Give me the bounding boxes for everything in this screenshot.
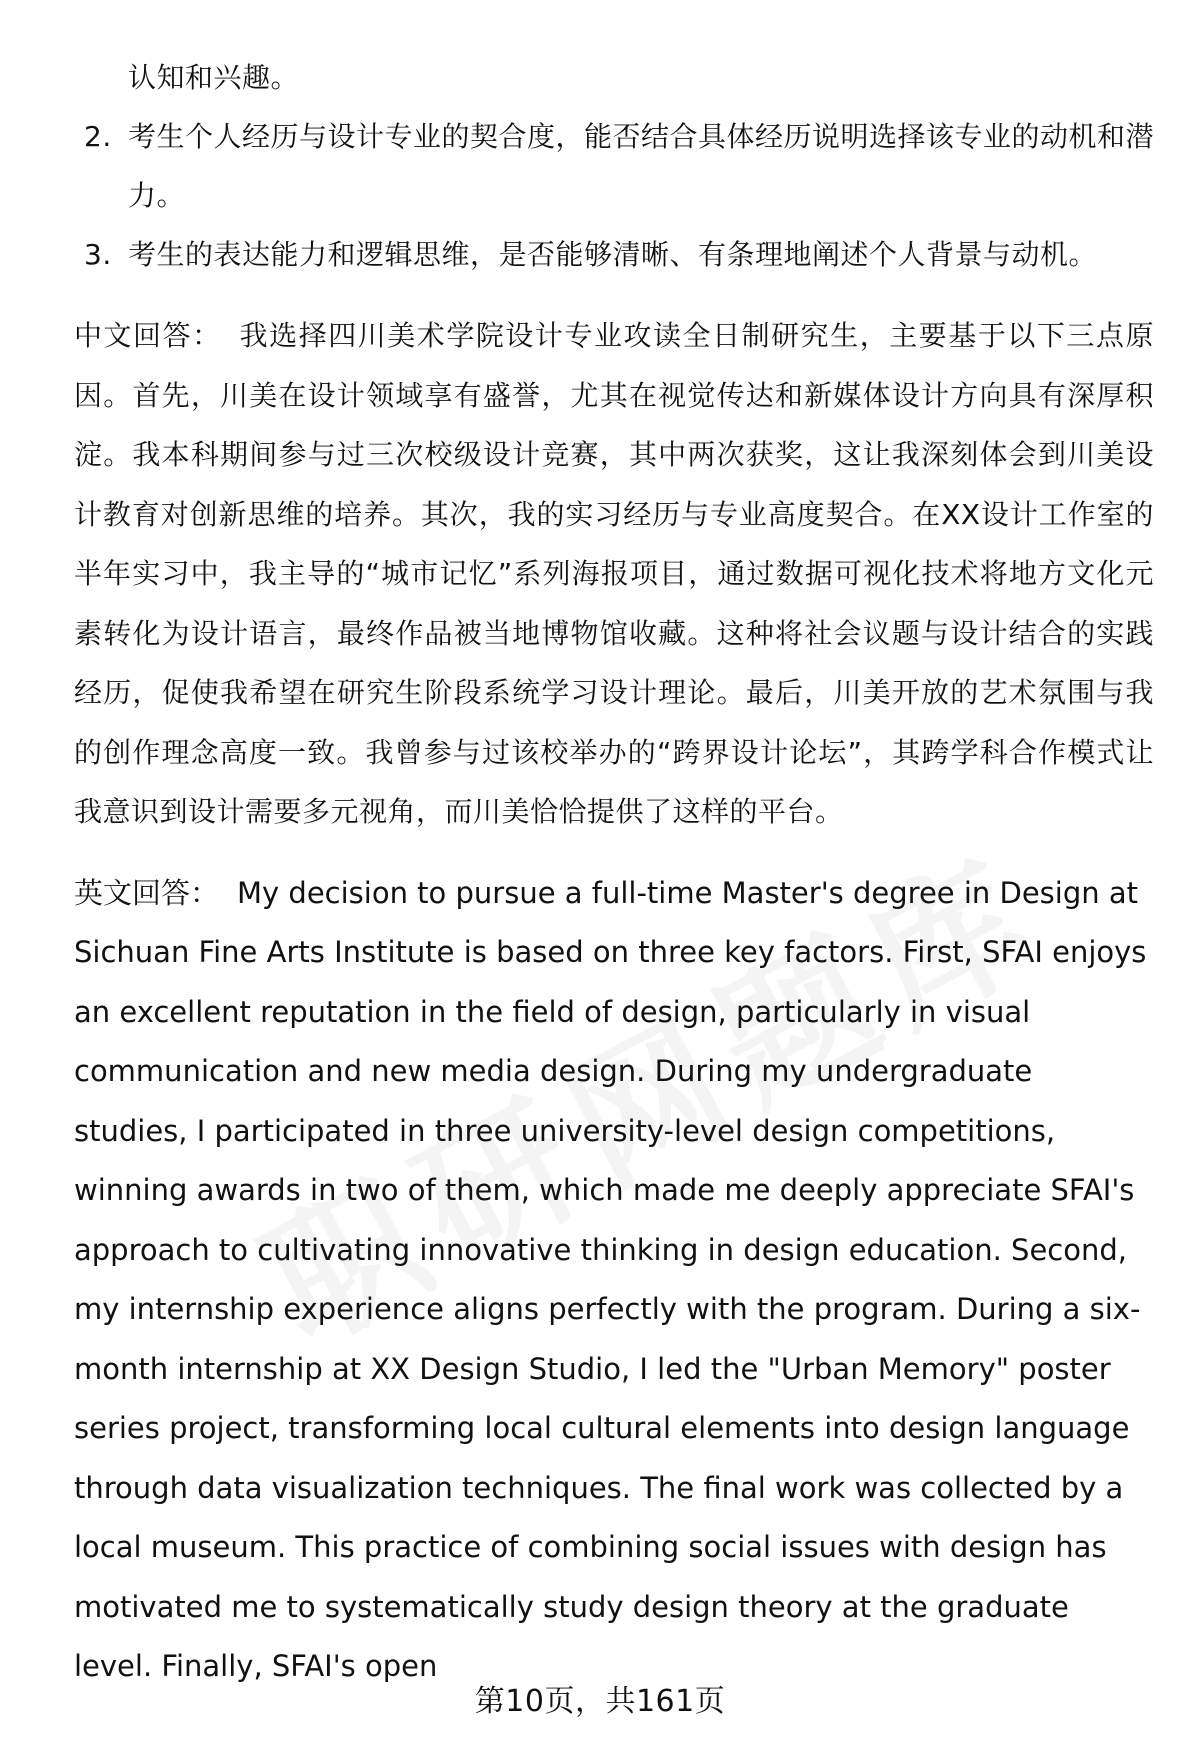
list-item-1-text: 认知和兴趣。 <box>128 61 300 94</box>
list-item-3-text: 考生的表达能力和逻辑思维，是否能够清晰、有条理地阐述个人背景与动机。 <box>128 238 1098 271</box>
page-content <box>74 48 1154 1697</box>
page-indicator: 第10页，共161页 <box>474 1684 726 1719</box>
english-answer <box>74 864 1154 1697</box>
list-item-3 <box>74 225 1154 284</box>
english-answer-text: My decision to pursue a full-time Master's degree in Design at Sichuan Fine Arts Institute is based on three key factors. First, SFAI enjoys an excellent reputation in the field of design, particularly in visual communication and new media design. During my undergraduate studies, I participated in three university-level design competitions, winning awards in two of them, which made me deeply appreciate SFAI's approach to cultivating innovative thinking in design education. Second, my internship experience aligns perfectly with the program. During a six-month internship at XX Design Studio, I led the "Urban Memory" poster series project, transforming local cultural elements into design language through data visualization techniques. The final work was collected by a local museum. This practice of combining social issues with design has motivated me to systematically study design theory at the graduate level. Finally, SFAI's open <box>74 875 1147 1683</box>
chinese-answer-text: 我选择四川美术学院设计专业攻读全日制研究生，主要基于以下三点原因。首先，川美在设计领域享有盛誉，尤其在视觉传达和新媒体设计方向具有深厚积淀。我本科期间参与过三次校级设计竞赛，其中两次获奖，这让我深刻体会到川美设计教育对创新思维的培养。其次，我的实习经历与专业高度契合。在XX设计工作室的半年实习中，我主导的“城市记忆”系列海报项目，通过数据可视化技术将地方文化元素转化为设计语言，最终作品被当地博物馆收藏。这种将社会议题与设计结合的实践经历，促使我希望在研究生阶段系统学习设计理论。最后，川美开放的艺术氛围与我的创作理念高度一致。我曾参与过该校举办的“跨界设计论坛”，其跨学科合作模式让我意识到设计需要多元视角，而川美恰恰提供了这样的平台。 <box>74 319 1154 828</box>
list-item-2-number: 2. <box>84 120 112 153</box>
chinese-answer <box>74 306 1154 842</box>
english-answer-label: 英文回答： <box>74 875 220 910</box>
list-item-2-text: 考生个人经历与设计专业的契合度，能否结合具体经历说明选择该专业的动机和潜力。 <box>128 120 1155 212</box>
list-item-2 <box>74 107 1154 225</box>
list-item-3-number: 3. <box>84 238 112 271</box>
chinese-answer-label: 中文回答： <box>74 319 222 352</box>
list-item-1-continuation <box>74 48 1154 107</box>
